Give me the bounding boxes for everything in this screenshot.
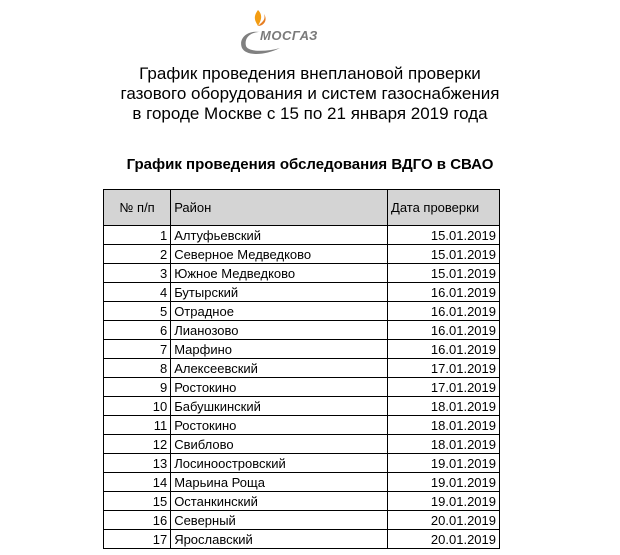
row-number: 7 xyxy=(104,340,171,359)
row-date: 18.01.2019 xyxy=(388,397,500,416)
table-row xyxy=(104,397,500,416)
row-date: 16.01.2019 xyxy=(388,340,500,359)
table-row xyxy=(104,359,500,378)
table-row xyxy=(104,530,500,549)
row-number: 17 xyxy=(104,530,171,549)
row-district: Ростокино xyxy=(171,416,388,435)
table-row xyxy=(104,454,500,473)
row-district: Бабушкинский xyxy=(171,397,388,416)
table-row xyxy=(104,340,500,359)
row-date: 16.01.2019 xyxy=(388,321,500,340)
page-title xyxy=(0,64,620,124)
column-header-number: № п/п xyxy=(104,190,171,226)
row-district: Марьина Роща xyxy=(171,473,388,492)
title-line-1: График проведения внеплановой проверки xyxy=(139,64,481,83)
row-date: 19.01.2019 xyxy=(388,492,500,511)
row-district: Северный xyxy=(171,511,388,530)
table-row xyxy=(104,302,500,321)
table-row xyxy=(104,435,500,454)
row-date: 19.01.2019 xyxy=(388,473,500,492)
row-district: Отрадное xyxy=(171,302,388,321)
table-row xyxy=(104,264,500,283)
row-district: Алексеевский xyxy=(171,359,388,378)
table-row xyxy=(104,245,500,264)
row-district: Останкинский xyxy=(171,492,388,511)
table-header-row xyxy=(104,190,500,226)
row-district: Марфино xyxy=(171,340,388,359)
row-date: 15.01.2019 xyxy=(388,245,500,264)
column-header-date: Дата проверки xyxy=(388,190,500,226)
column-header-district: Район xyxy=(171,190,388,226)
table-row xyxy=(104,492,500,511)
table-row xyxy=(104,378,500,397)
row-district: Алтуфьевский xyxy=(171,226,388,245)
row-number: 4 xyxy=(104,283,171,302)
row-district: Северное Медведково xyxy=(171,245,388,264)
row-number: 10 xyxy=(104,397,171,416)
row-number: 2 xyxy=(104,245,171,264)
row-date: 16.01.2019 xyxy=(388,302,500,321)
row-date: 15.01.2019 xyxy=(388,264,500,283)
table-title: График проведения обследования ВДГО в СВАО xyxy=(126,156,494,173)
row-date: 19.01.2019 xyxy=(388,454,500,473)
title-line-2: газового оборудования и систем газоснабжения xyxy=(120,84,500,103)
row-district: Бутырский xyxy=(171,283,388,302)
row-number: 9 xyxy=(104,378,171,397)
row-number: 12 xyxy=(104,435,171,454)
table-row xyxy=(104,473,500,492)
inspection-schedule-table xyxy=(103,189,500,549)
row-number: 13 xyxy=(104,454,171,473)
row-date: 18.01.2019 xyxy=(388,416,500,435)
table-row xyxy=(104,321,500,340)
row-number: 15 xyxy=(104,492,171,511)
table-row xyxy=(104,416,500,435)
logo-text: МОСГАЗ xyxy=(260,28,318,43)
row-date: 20.01.2019 xyxy=(388,530,500,549)
row-date: 17.01.2019 xyxy=(388,378,500,397)
title-line-3: в городе Москве с 15 по 21 января 2019 года xyxy=(132,104,488,123)
row-number: 1 xyxy=(104,226,171,245)
row-date: 16.01.2019 xyxy=(388,283,500,302)
row-district: Лианозово xyxy=(171,321,388,340)
row-date: 18.01.2019 xyxy=(388,435,500,454)
row-date: 17.01.2019 xyxy=(388,359,500,378)
table-row xyxy=(104,511,500,530)
row-date: 20.01.2019 xyxy=(388,511,500,530)
row-district: Свиблово xyxy=(171,435,388,454)
row-number: 5 xyxy=(104,302,171,321)
row-district: Ростокино xyxy=(171,378,388,397)
table-row xyxy=(104,226,500,245)
mosgaz-logo xyxy=(236,8,346,58)
row-number: 8 xyxy=(104,359,171,378)
row-number: 16 xyxy=(104,511,171,530)
row-number: 14 xyxy=(104,473,171,492)
row-district: Ярославский xyxy=(171,530,388,549)
row-number: 6 xyxy=(104,321,171,340)
row-date: 15.01.2019 xyxy=(388,226,500,245)
row-district: Южное Медведково xyxy=(171,264,388,283)
table-row xyxy=(104,283,500,302)
row-number: 11 xyxy=(104,416,171,435)
row-district: Лосиноостровский xyxy=(171,454,388,473)
row-number: 3 xyxy=(104,264,171,283)
